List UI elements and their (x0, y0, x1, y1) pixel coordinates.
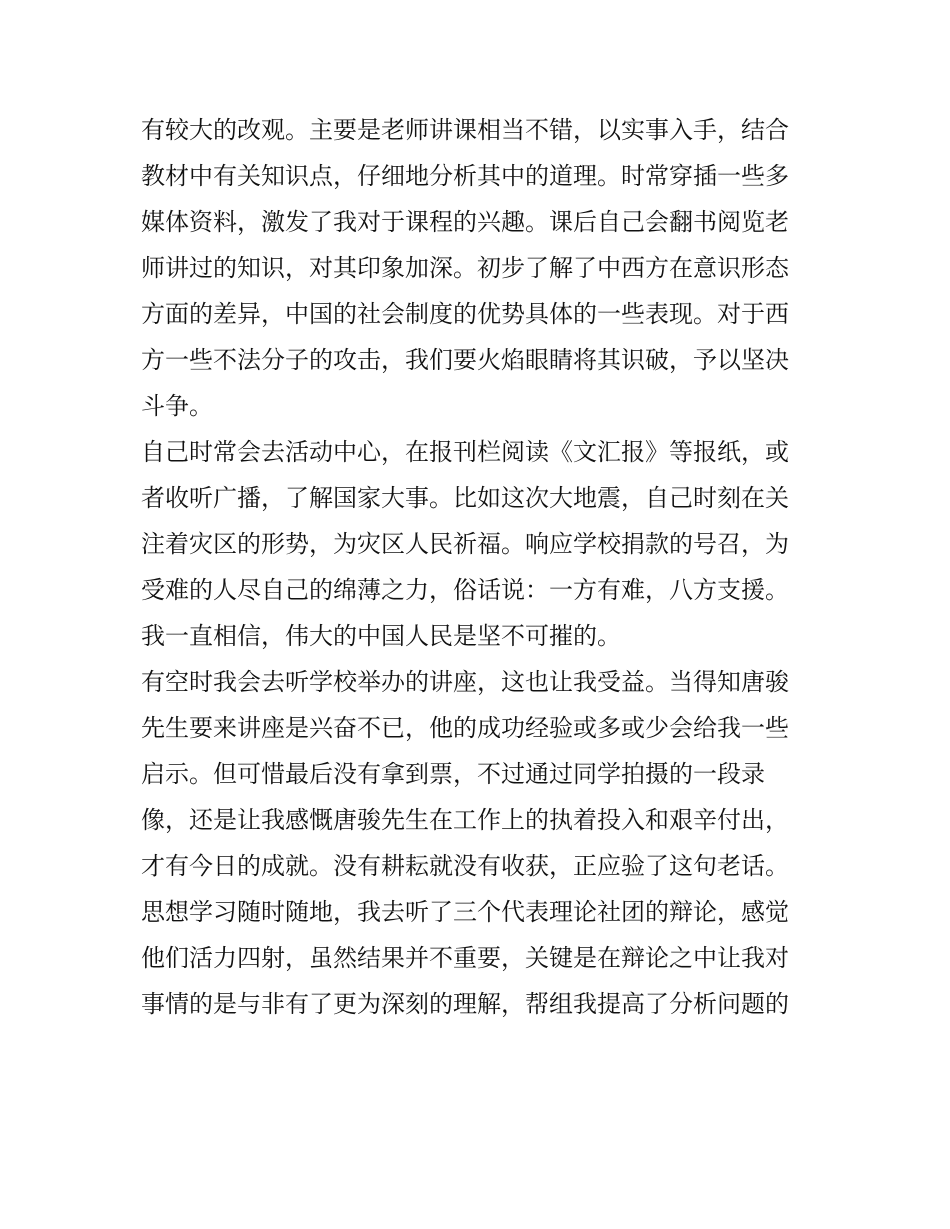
text-line: 他们活力四射，虽然结果并不重要，关键是在辩论之中让我对 (141, 944, 789, 972)
text-line: 斗争。 (141, 392, 213, 420)
text-line: 先生要来讲座是兴奋不已，他的成功经验或多或少会给我一些 (141, 714, 789, 742)
text-line: 注着灾区的形势，为灾区人民祈福。响应学校捐款的号召，为 (141, 530, 789, 558)
text-line: 自己时常会去活动中心，在报刊栏阅读《文汇报》等报纸，或 (141, 438, 789, 466)
text-line: 有空时我会去听学校举办的讲座，这也让我受益。当得知唐骏 (141, 668, 789, 696)
text-line: 受难的人尽自己的绵薄之力，俗话说：一方有难，八方支援。 (141, 576, 789, 604)
text-line: 方面的差异，中国的社会制度的优势具体的一些表现。对于西 (141, 300, 789, 328)
text-line: 我一直相信，伟大的中国人民是坚不可摧的。 (141, 622, 621, 650)
text-line: 者收听广播，了解国家大事。比如这次大地震，自己时刻在关 (141, 484, 789, 512)
text-line: 媒体资料，激发了我对于课程的兴趣。课后自己会翻书阅览老 (141, 208, 789, 236)
paragraph (141, 659, 817, 889)
text-line: 事情的是与非有了更为深刻的理解，帮组我提高了分析问题的 (141, 990, 789, 1018)
paragraph (141, 429, 817, 659)
text-line: 有较大的改观。主要是老师讲课相当不错，以实事入手，结合 (141, 116, 789, 144)
text-line: 才有今日的成就。没有耕耘就没有收获，正应验了这句老话。 (141, 852, 789, 880)
paragraph (141, 889, 817, 1027)
body-text (141, 107, 817, 1027)
text-line: 教材中有关知识点，仔细地分析其中的道理。时常穿插一些多 (141, 162, 789, 190)
text-line: 思想学习随时随地，我去听了三个代表理论社团的辩论，感觉 (141, 898, 789, 926)
text-line: 像，还是让我感慨唐骏先生在工作上的执着投入和艰辛付出， (141, 806, 789, 834)
text-line: 方一些不法分子的攻击，我们要火焰眼睛将其识破，予以坚决 (141, 346, 789, 374)
paragraph (141, 107, 817, 429)
text-line: 师讲过的知识，对其印象加深。初步了解了中西方在意识形态 (141, 254, 789, 282)
text-line: 启示。但可惜最后没有拿到票，不过通过同学拍摄的一段录 (141, 760, 765, 788)
